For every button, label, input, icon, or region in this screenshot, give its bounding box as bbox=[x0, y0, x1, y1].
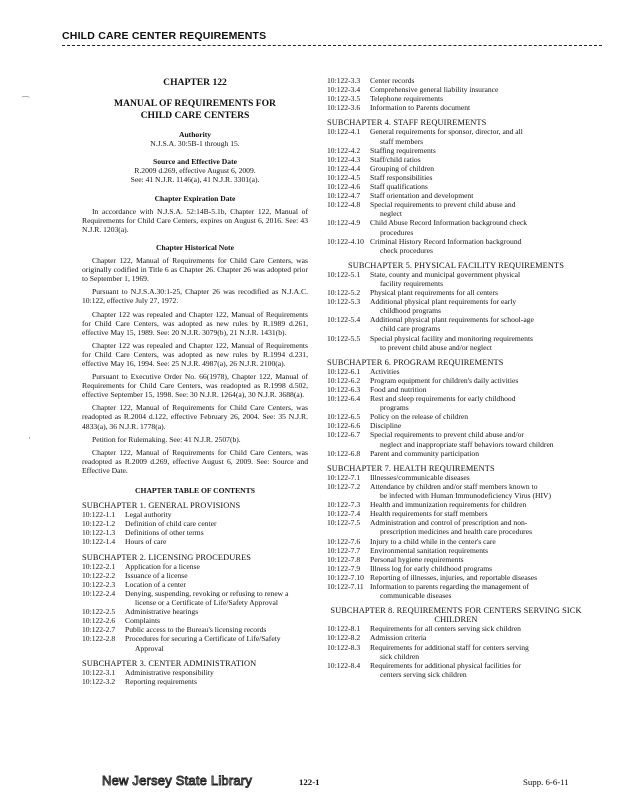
history-paragraph: Petition for Rulemaking. See: 41 N.J.R. 2507(b). bbox=[92, 434, 241, 444]
section-number: 10:122-1.1 bbox=[82, 510, 116, 520]
toc-entry bbox=[327, 191, 585, 200]
section-title-continued: neglect and inappropriate staff behaviors toward children bbox=[380, 439, 554, 449]
toc-entry bbox=[327, 573, 585, 582]
section-title-text: Denying, suspending, revoking or refusing to renew a bbox=[125, 588, 289, 598]
toc-entry bbox=[327, 76, 585, 85]
section-title bbox=[370, 573, 585, 582]
authority-text: N.J.S.A. 30:5B-1 through 15. bbox=[150, 139, 240, 149]
section-title-text: Administrative hearings bbox=[125, 607, 199, 617]
section-number: 10:122-4.5 bbox=[327, 172, 361, 182]
section-title-continued: child care programs bbox=[380, 324, 441, 334]
section-title-text: Illness log for early childhood programs bbox=[370, 563, 493, 573]
toc-entry bbox=[82, 634, 308, 652]
section-number: 10:122-3.5 bbox=[327, 94, 361, 104]
section-number: 10:122-4.6 bbox=[327, 182, 361, 192]
section-number: 10:122-7.4 bbox=[327, 509, 361, 519]
toc-entry bbox=[327, 94, 585, 103]
section-title bbox=[125, 607, 308, 616]
toc-entry bbox=[327, 103, 585, 112]
section-title-continued: staff members bbox=[380, 136, 424, 146]
section-number: 10:122-2.7 bbox=[82, 625, 116, 635]
toc-entry bbox=[327, 482, 585, 500]
section-title bbox=[370, 270, 585, 288]
margin-mark: ⁀ bbox=[22, 96, 30, 106]
section-title-text: Additional physical plant requirements for early bbox=[370, 297, 517, 307]
toc-entry bbox=[82, 571, 308, 580]
section-title-text: Policy on the release of children bbox=[370, 412, 469, 422]
section-title-text: State, county and municipal government physical bbox=[370, 269, 521, 279]
toc-entry bbox=[327, 546, 585, 555]
section-title-continued: Approval bbox=[135, 643, 164, 653]
section-title bbox=[370, 624, 585, 633]
section-number: 10:122-3.6 bbox=[327, 103, 361, 113]
section-title bbox=[370, 288, 585, 297]
section-title-text: Rest and sleep requirements for early childhood bbox=[370, 394, 516, 404]
chapter-number: CHAPTER 122 bbox=[163, 77, 227, 88]
section-title-text: Special requirements to prevent child abuse and bbox=[370, 200, 516, 210]
section-number: 10:122-5.2 bbox=[327, 288, 361, 298]
section-title bbox=[370, 237, 585, 255]
section-title-continued: neglect bbox=[380, 209, 402, 219]
section-title bbox=[125, 571, 308, 580]
toc-entry bbox=[327, 182, 585, 191]
toc-entry bbox=[327, 564, 585, 573]
toc-entry bbox=[82, 528, 308, 537]
section-number: 10:122-6.1 bbox=[327, 366, 361, 376]
section-title bbox=[370, 297, 585, 315]
section-title-text: Special requirements to prevent child abuse and/or bbox=[370, 430, 524, 440]
section-number: 10:122-7.6 bbox=[327, 536, 361, 546]
section-title bbox=[125, 668, 308, 677]
section-title bbox=[370, 518, 585, 536]
toc-entry bbox=[327, 633, 585, 642]
toc-entry bbox=[327, 430, 585, 448]
section-number: 10:122-5.4 bbox=[327, 315, 361, 325]
section-title-continued: check procedures bbox=[380, 245, 433, 255]
section-title-text: Information to Parents document bbox=[370, 103, 471, 113]
subchapter-heading: SUBCHAPTER 4. STAFF REQUIREMENTS bbox=[327, 118, 487, 128]
section-number: 10:122-4.10 bbox=[327, 236, 364, 246]
section-title-text: Attendance by children and/or staff members known to bbox=[370, 481, 538, 491]
section-number: 10:122-2.2 bbox=[82, 570, 116, 580]
toc-entry bbox=[327, 643, 585, 661]
right-continued-items bbox=[327, 76, 585, 112]
history-paragraph: Chapter 122, Manual of Requirements for Child Care Centers, was readopted as R.2009 d.269, effective August 6, 2009. See: Source and Effective Date. bbox=[82, 447, 308, 475]
section-title bbox=[370, 76, 585, 85]
section-title bbox=[125, 625, 308, 634]
section-title-text: Staff orientation and development bbox=[370, 191, 474, 201]
section-number: 10:122-1.2 bbox=[82, 519, 116, 529]
toc-entry bbox=[82, 677, 308, 686]
section-title-text: Administration and control of prescription and non- bbox=[370, 518, 528, 528]
section-title bbox=[370, 564, 585, 573]
toc-entry bbox=[327, 500, 585, 509]
toc-entry bbox=[82, 607, 308, 616]
supplement-date: Supp. 6-6-11 bbox=[523, 777, 569, 787]
section-title-text: Public access to the Bureau's licensing records bbox=[125, 625, 267, 635]
section-title-text: Physical plant requirements for all centers bbox=[370, 288, 498, 298]
source-line: See: 41 N.J.R. 1146(a), 41 N.J.R. 3301(a). bbox=[130, 175, 260, 185]
toc-entry bbox=[327, 394, 585, 412]
toc-entry bbox=[327, 164, 585, 173]
toc-entry bbox=[327, 537, 585, 546]
subchapter-heading: SUBCHAPTER 6. PROGRAM REQUIREMENTS bbox=[327, 357, 504, 367]
chapter-title-line: CHILD CARE CENTERS bbox=[140, 109, 250, 121]
section-title bbox=[370, 155, 585, 164]
section-title-continued: sick children bbox=[380, 651, 420, 661]
section-title bbox=[370, 146, 585, 155]
section-number: 10:122-7.7 bbox=[327, 545, 361, 555]
toc-entry bbox=[327, 385, 585, 394]
section-title-text: Definition of child care center bbox=[125, 519, 217, 529]
section-number: 10:122-6.2 bbox=[327, 375, 361, 385]
toc-entry bbox=[327, 509, 585, 518]
section-title-text: Health requirements for staff members bbox=[370, 509, 488, 519]
section-title-continued: to prevent child abuse and/or neglect bbox=[380, 342, 492, 352]
section-title-text: Parent and community participation bbox=[370, 448, 480, 458]
toc-entry bbox=[327, 449, 585, 458]
toc-heading: CHAPTER TABLE OF CONTENTS bbox=[135, 486, 255, 495]
section-number: 10:122-6.6 bbox=[327, 421, 361, 431]
toc-entry bbox=[82, 519, 308, 528]
section-title-text: Criminal History Record Information background bbox=[370, 236, 522, 246]
section-title bbox=[125, 616, 308, 625]
toc-entry bbox=[327, 297, 585, 315]
toc-entry bbox=[82, 616, 308, 625]
section-title-continued: be infected with Human Immunodeficiency Virus (HIV) bbox=[380, 491, 552, 501]
section-title-text: Activities bbox=[370, 366, 400, 376]
section-number: 10:122-1.3 bbox=[82, 528, 116, 538]
section-title bbox=[370, 385, 585, 394]
subchapter-heading: SUBCHAPTER 8. REQUIREMENTS FOR CENTERS SERVING SICK CHILDREN bbox=[330, 606, 582, 625]
section-number: 10:122-6.3 bbox=[327, 385, 361, 394]
toc-entry bbox=[327, 582, 585, 600]
toc-entry bbox=[82, 589, 308, 607]
toc-entry bbox=[327, 270, 585, 288]
section-title-text: Program equipment for children's daily activities bbox=[370, 375, 519, 385]
section-number: 10:122-4.3 bbox=[327, 154, 361, 164]
section-title bbox=[370, 582, 585, 600]
section-title-text: Requirements for additional physical facilities for bbox=[370, 660, 522, 670]
section-title-text: Information to parents regarding the management of bbox=[370, 581, 529, 591]
section-title bbox=[125, 519, 308, 528]
history-paragraph: Chapter 122, Manual of Requirements for Child Care Centers, was originally codified in Title 6 as Chapter 26. Chapter 26 was adopted prior to September 1, 1969. bbox=[82, 256, 308, 284]
section-title-text: Discipline bbox=[370, 421, 402, 431]
section-title-text: General requirements for sponsor, director, and all bbox=[370, 127, 523, 137]
section-title-continued: license or a Certificate of Life/Safety Approval bbox=[135, 598, 278, 608]
section-number: 10:122-4.9 bbox=[327, 218, 361, 228]
toc-entry bbox=[327, 173, 585, 182]
section-title-continued: centers serving sick children bbox=[380, 669, 467, 679]
toc-entry bbox=[327, 200, 585, 218]
section-title-text: Legal authority bbox=[125, 510, 172, 520]
section-title bbox=[125, 562, 308, 571]
section-title-text: Hours of care bbox=[125, 537, 167, 547]
section-title-text: Staffing requirements bbox=[370, 145, 436, 155]
section-title bbox=[370, 376, 585, 385]
library-stamp: New Jersey State Library bbox=[102, 773, 253, 788]
section-title bbox=[370, 449, 585, 458]
section-title bbox=[370, 127, 585, 145]
section-title-continued: procedures bbox=[380, 227, 414, 237]
toc-entry bbox=[82, 510, 308, 519]
section-title-continued: childhood programs bbox=[380, 306, 441, 316]
history-paragraph: Chapter 122, Manual of Requirements for Child Care Centers, was readopted as R.2004 d.122, effective February 26, 2004. See: 35 N.J.R. 4833(a), 36 N.J.R. 1778(a). bbox=[82, 403, 308, 431]
section-title bbox=[370, 509, 585, 518]
section-title bbox=[370, 473, 585, 482]
section-title-text: Comprehensive general liability insurance bbox=[370, 85, 499, 95]
section-title bbox=[370, 500, 585, 509]
section-title bbox=[370, 643, 585, 661]
section-title bbox=[370, 334, 585, 352]
section-title bbox=[370, 482, 585, 500]
chapter-title-line: MANUAL OF REQUIREMENTS FOR bbox=[114, 98, 276, 110]
section-number: 10:122-2.5 bbox=[82, 607, 116, 617]
section-title-text: Personal hygiene requirements bbox=[370, 554, 464, 564]
section-title-text: Location of a center bbox=[125, 579, 186, 589]
section-title-text: Administrative responsibility bbox=[125, 667, 214, 677]
toc-entry bbox=[327, 127, 585, 145]
toc-entry bbox=[327, 421, 585, 430]
section-number: 10:122-3.4 bbox=[327, 85, 361, 95]
section-title bbox=[370, 430, 585, 448]
section-title bbox=[370, 633, 585, 642]
running-head: CHILD CARE CENTER REQUIREMENTS bbox=[62, 30, 267, 42]
source-heading: Source and Effective Date bbox=[152, 157, 237, 167]
section-number: 10:122-8.1 bbox=[327, 624, 361, 634]
subchapter-heading: SUBCHAPTER 5. PHYSICAL FACILITY REQUIREMENTS bbox=[347, 260, 565, 270]
section-title bbox=[370, 412, 585, 421]
authority-heading: Authority bbox=[178, 130, 212, 140]
section-number: 10:122-4.8 bbox=[327, 200, 361, 210]
section-title bbox=[370, 85, 585, 94]
section-title bbox=[370, 315, 585, 333]
section-number: 10:122-7.10 bbox=[327, 572, 364, 582]
section-title-text: Staff responsibilities bbox=[370, 172, 433, 182]
section-number: 10:122-2.6 bbox=[82, 616, 116, 626]
section-number: 10:122-6.5 bbox=[327, 412, 361, 422]
toc-entry bbox=[82, 625, 308, 634]
section-title-text: Telephone requirements bbox=[370, 94, 444, 104]
section-title-text: Health and immunization requirements for children bbox=[370, 500, 527, 510]
section-title bbox=[125, 528, 308, 537]
section-number: 10:122-5.5 bbox=[327, 333, 361, 343]
section-title bbox=[370, 173, 585, 182]
section-title bbox=[370, 555, 585, 564]
section-number: 10:122-4.4 bbox=[327, 163, 361, 173]
toc-entry bbox=[327, 661, 585, 679]
section-number: 10:122-4.2 bbox=[327, 145, 361, 155]
section-number: 10:122-4.1 bbox=[327, 127, 361, 137]
section-number: 10:122-6.7 bbox=[327, 430, 361, 440]
left-toc bbox=[82, 501, 308, 686]
section-title-text: Requirements for additional staff for centers serving bbox=[370, 642, 529, 652]
section-title-text: Application for a license bbox=[125, 561, 200, 571]
section-title-text: Environmental sanitation requirements bbox=[370, 545, 489, 555]
section-title-continued: programs bbox=[380, 403, 409, 413]
toc-entry bbox=[327, 85, 585, 94]
section-title-text: Complaints bbox=[125, 616, 161, 626]
chapter-title bbox=[82, 98, 308, 121]
section-number: 10:122-8.2 bbox=[327, 633, 361, 643]
right-toc bbox=[327, 118, 585, 679]
section-title bbox=[125, 537, 308, 546]
section-number: 10:122-2.4 bbox=[82, 588, 116, 598]
section-title bbox=[370, 103, 585, 112]
right-column bbox=[327, 76, 585, 679]
section-number: 10:122-2.8 bbox=[82, 634, 116, 644]
page-number: 122-1 bbox=[299, 777, 320, 787]
subchapter-heading: SUBCHAPTER 7. HEALTH REQUIREMENTS bbox=[327, 463, 495, 473]
section-title bbox=[370, 94, 585, 103]
section-number: 10:122-2.1 bbox=[82, 561, 116, 571]
section-title-text: Requirements for all centers serving sick children bbox=[370, 624, 521, 634]
toc-entry bbox=[82, 537, 308, 546]
section-title-text: Procedures for securing a Certificate of Life/Safety bbox=[125, 634, 281, 644]
toc-entry bbox=[327, 315, 585, 333]
section-title bbox=[370, 182, 585, 191]
source-line: R.2009 d.269, effective August 6, 2009. bbox=[134, 166, 256, 176]
section-title-text: Illnesses/communicable diseases bbox=[370, 472, 470, 482]
subchapter-heading: SUBCHAPTER 2. LICENSING PROCEDURES bbox=[82, 552, 252, 562]
section-number: 10:122-7.5 bbox=[327, 518, 361, 528]
section-title bbox=[125, 677, 308, 686]
section-number: 10:122-7.11 bbox=[327, 581, 364, 591]
history-paragraph: Pursuant to N.J.S.A.30:1-25, Chapter 26 was recodified as N.J.A.C. 10:122, effective July 27, 1972. bbox=[82, 287, 308, 306]
section-number: 10:122-6.8 bbox=[327, 448, 361, 458]
history-paragraph: Chapter 122 was repealed and Chapter 122, Manual of Requirements for Child Care Centers, was adopted as new rules by R.1994 d.231, effective May 16, 1994. See: 25 N.J.R. 4987(a), 26 N.J.R. 2100(a). bbox=[82, 340, 308, 368]
section-number: 10:122-4.7 bbox=[327, 191, 361, 201]
toc-entry bbox=[327, 518, 585, 536]
section-title-text: Injury to a child while in the center's care bbox=[370, 536, 496, 546]
section-number: 10:122-7.9 bbox=[327, 563, 361, 573]
subchapter-heading: SUBCHAPTER 3. CENTER ADMINISTRATION bbox=[82, 658, 257, 668]
section-title bbox=[370, 218, 585, 236]
section-number: 10:122-7.8 bbox=[327, 554, 361, 564]
section-title-text: Admission criteria bbox=[370, 633, 427, 643]
section-number: 10:122-5.1 bbox=[327, 269, 361, 279]
section-number: 10:122-5.3 bbox=[327, 297, 361, 307]
header-rule bbox=[62, 45, 602, 46]
section-title bbox=[125, 589, 308, 607]
toc-entry bbox=[82, 562, 308, 571]
toc-entry bbox=[327, 367, 585, 376]
section-number: 10:122-3.2 bbox=[82, 676, 116, 686]
toc-entry bbox=[327, 376, 585, 385]
section-title bbox=[370, 367, 585, 376]
margin-mark: · bbox=[28, 433, 31, 443]
section-number: 10:122-7.3 bbox=[327, 500, 361, 510]
section-title bbox=[370, 661, 585, 679]
history-paragraph: Chapter 122 was repealed and Chapter 122, Manual of Requirements for Child Care Centers, was adopted as new rules by R.1989 d.261, effective May 15, 1989. See: 20 N.J.R. 3079(b), 21 N.J.R. 1431(b). bbox=[82, 309, 308, 337]
section-title bbox=[370, 191, 585, 200]
section-title-text: Reporting requirements bbox=[125, 676, 197, 686]
toc-entry bbox=[327, 155, 585, 164]
section-title bbox=[370, 200, 585, 218]
section-title bbox=[370, 421, 585, 430]
section-title-text: Staff qualifications bbox=[370, 182, 428, 192]
section-title bbox=[370, 537, 585, 546]
toc-entry bbox=[327, 624, 585, 633]
toc-entry bbox=[327, 555, 585, 564]
section-title-continued: prescription medicines and health care procedures bbox=[380, 527, 533, 537]
toc-entry bbox=[327, 218, 585, 236]
section-title-text: Child Abuse Record Information background check bbox=[370, 218, 528, 228]
section-number: 10:122-3.3 bbox=[327, 76, 361, 85]
section-title-text: Special physical facility and monitoring requirements bbox=[370, 333, 534, 343]
toc-entry bbox=[327, 334, 585, 352]
section-title bbox=[370, 164, 585, 173]
section-title-text: Center records bbox=[370, 76, 415, 85]
toc-entry bbox=[327, 412, 585, 421]
history-paragraph: Pursuant to Executive Order No. 66(1978), Chapter 122, Manual of Requirements for Child Care Centers, was readopted as R.1998 d.502, effective September 15, 1998. See: 30 N.J.R. 1264(a), 30 N.J.R. 3688(a). bbox=[82, 372, 308, 400]
toc-entry bbox=[327, 146, 585, 155]
subchapter-heading: SUBCHAPTER 1. GENERAL PROVISIONS bbox=[82, 501, 241, 511]
section-title bbox=[370, 546, 585, 555]
section-number: 10:122-7.2 bbox=[327, 481, 361, 491]
history-heading: Chapter Historical Note bbox=[156, 242, 234, 252]
section-title-text: Food and nutrition bbox=[370, 385, 427, 394]
section-number: 10:122-6.4 bbox=[327, 394, 361, 404]
left-column bbox=[82, 76, 308, 686]
section-title-text: Grouping of children bbox=[370, 163, 435, 173]
section-number: 10:122-8.3 bbox=[327, 642, 361, 652]
section-title-text: Issuance of a license bbox=[125, 570, 188, 580]
section-title-text: Definitions of other terms bbox=[125, 528, 204, 538]
toc-entry bbox=[327, 473, 585, 482]
expiration-text: In accordance with N.J.S.A. 52:14B-5.1b, Chapter 122, Manual of Requirements for Child Care Centers, expires on August 6, 2016. See: 43 N.J.R. 1203(a). bbox=[82, 206, 308, 234]
section-title bbox=[125, 580, 308, 589]
section-title-continued: communicable diseases bbox=[380, 591, 452, 601]
section-title-text: Additional physical plant requirements for school-age bbox=[370, 315, 534, 325]
section-title-continued: facility requirements bbox=[380, 278, 444, 288]
section-title-text: Staff/child ratios bbox=[370, 154, 421, 164]
section-title bbox=[125, 634, 308, 652]
section-number: 10:122-1.4 bbox=[82, 537, 116, 547]
toc-entry bbox=[82, 668, 308, 677]
toc-entry bbox=[327, 237, 585, 255]
section-number: 10:122-8.4 bbox=[327, 660, 361, 670]
section-title bbox=[370, 394, 585, 412]
history-notes bbox=[82, 256, 308, 475]
section-title bbox=[125, 510, 308, 519]
section-title-text: Reporting of illnesses, injuries, and reportable diseases bbox=[370, 572, 538, 582]
section-number: 10:122-2.3 bbox=[82, 579, 116, 589]
section-number: 10:122-7.1 bbox=[327, 472, 361, 482]
section-number: 10:122-3.1 bbox=[82, 667, 116, 677]
toc-entry bbox=[82, 580, 308, 589]
toc-entry bbox=[327, 288, 585, 297]
expiration-heading: Chapter Expiration Date bbox=[154, 193, 236, 203]
